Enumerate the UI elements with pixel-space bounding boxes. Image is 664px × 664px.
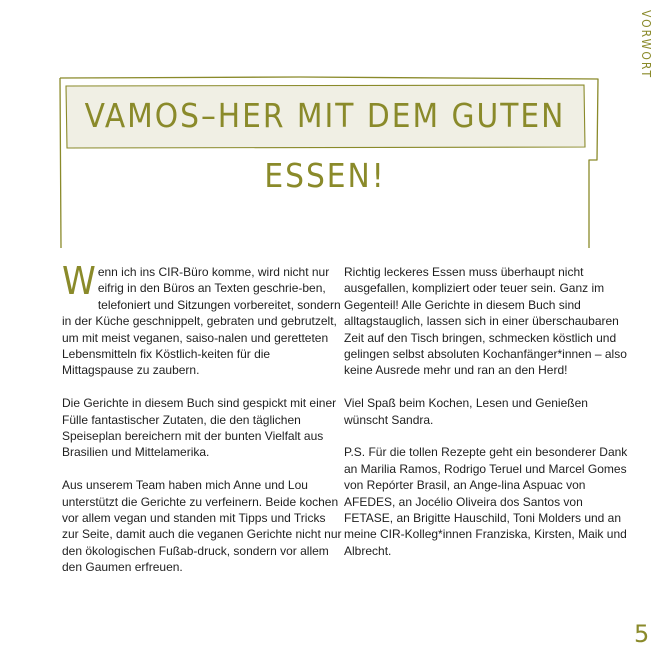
text-column-right <box>344 264 628 576</box>
page-number: 5 <box>634 620 650 648</box>
intro-paragraph <box>62 259 344 379</box>
intro-text: enn ich ins CIR-Büro komme, wird nicht nur eifrig in den Büros an Texten geschrie-ben, telefoniert und Sitzungen vorbereitet, sondern in der Küche geschnippelt, gebraten und gebrutzelt, um mit meist veganen, saiso-nalen und geretteten Lebensmitteln fix Köstlich-keiten für die Mittagspause zu zaubern. <box>62 265 341 378</box>
paragraph-thanks: P.S. Für die tollen Rezepte geht ein besonderer Dank an Marilia Ramos, Rodrigo Teruel und Marcel Gomes von Repórter Brasil, an Ange-lina Aspuac von AFEDES, an Jocélio Oliveira dos Santos von FETASE, an Brigitte Hauschild, Toni Molders und an meine CIR-Kolleg*innen Franziska, Kirsten, Maik und Albrecht. <box>344 445 628 558</box>
paragraph-team: Aus unserem Team haben mich Anne und Lou unterstützt die Gerichte zu verfeinern. Beide kochen vor allem vegan und standen mit Tipps und Tricks zur Seite, damit auch die veganen Gerichte nicht nur den ökologischen Fußab-druck, sondern vor allem den Gaumen erfreuen. <box>62 478 342 575</box>
text-column-left <box>62 259 344 592</box>
section-label-vorwort: VORWORT <box>639 10 653 80</box>
paragraph-greeting: Viel Spaß beim Kochen, Lesen und Genießen wünscht Sandra. <box>344 396 588 427</box>
paragraph-dishes: Die Gerichte in diesem Buch sind gespickt mit einer Fülle fantastischer Zutaten, die den täglichen Speiseplan bereichern mit der bunten Vielfalt aus Brasilien und Mittelamerika. <box>62 396 337 460</box>
paragraph-easy-cooking: Richtig leckeres Essen muss überhaupt nicht ausgefallen, kompliziert oder teuer sein. Ganz im Gegenteil! Alle Gerichte in diesem Buch sind alltagstauglich, lassen sich in einer überschaubaren Zeit auf den Tisch bringen, schmecken köstlich und gelingen selbst absoluten Kochanfänger*innen – also keine Ausrede mehr und ran an den Herd! <box>344 265 627 378</box>
page-title: VAMOS–HER MIT DEM GUTEN ESSEN! <box>84 96 566 195</box>
drop-cap: W <box>62 259 96 303</box>
